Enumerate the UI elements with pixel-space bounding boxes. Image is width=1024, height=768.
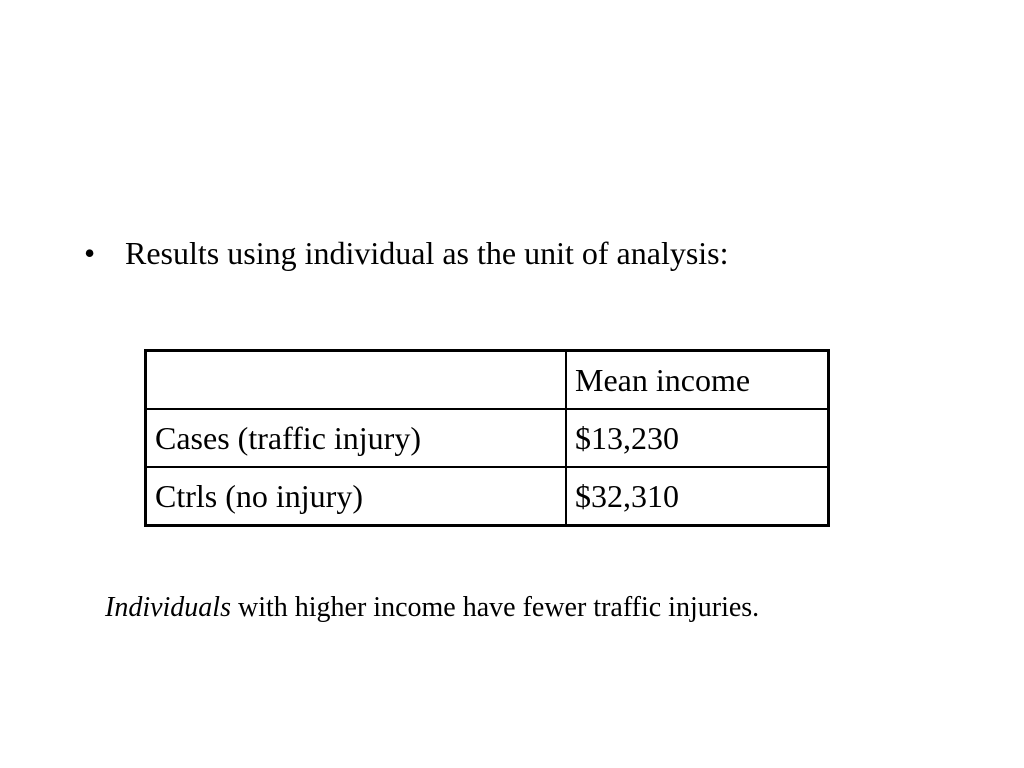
table-header-row (146, 351, 829, 410)
income-table (144, 349, 830, 527)
table-header-cell-empty (146, 351, 567, 410)
conclusion-text (105, 588, 759, 628)
conclusion-emphasis: Individuals (105, 592, 231, 623)
table-cell-value: $13,230 (566, 409, 829, 467)
bullet-marker: • (84, 235, 96, 271)
table-cell-group: Ctrls (no injury) (146, 467, 567, 526)
table-cell-value: $32,310 (566, 467, 829, 526)
conclusion-rest: with higher income have fewer traffic injuries. (231, 592, 760, 623)
table-row (146, 467, 829, 526)
table-cell-group: Cases (traffic injury) (146, 409, 567, 467)
table-row (146, 409, 829, 467)
bullet-point (84, 231, 784, 275)
bullet-text: Results using individual as the unit of analysis: (125, 235, 729, 271)
table-header-cell-mean-income: Mean income (566, 351, 829, 410)
